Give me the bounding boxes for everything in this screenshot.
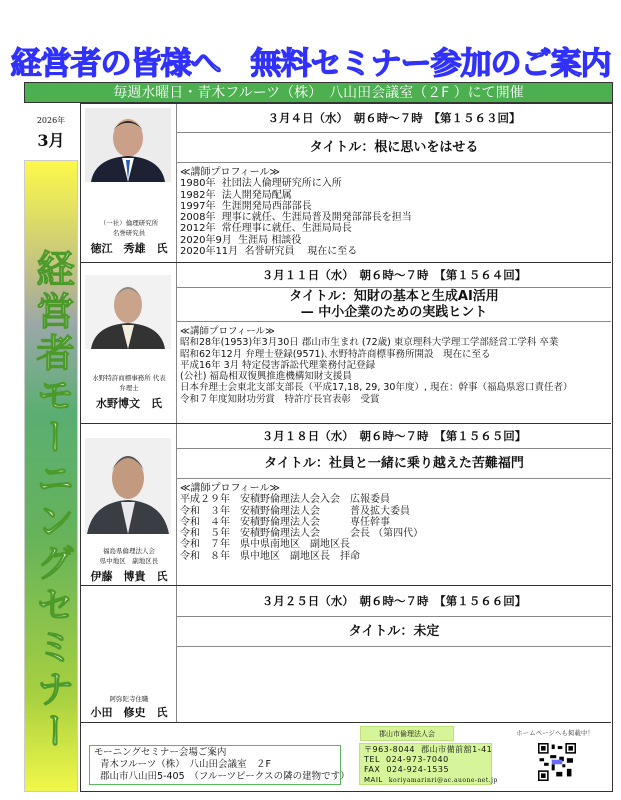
speaker-title: 県中地区 副地区長 (99, 557, 159, 565)
speaker-affiliation: 福島県倫理法人会 (103, 547, 155, 555)
person-icon (85, 108, 171, 182)
speaker-name: 水野博文 氏 (96, 397, 162, 410)
venue-banner: 毎週水曜日・青木フルーツ（株） 八山田会議室（２F ）にて開催 (24, 82, 613, 103)
session-title (177, 133, 611, 163)
title-line: — 中小企業のための実践ヒント (300, 304, 488, 320)
session-title (177, 288, 611, 322)
speaker-affiliation: 水野特許商標事務所 代表 (92, 374, 166, 382)
sidebar-title: 経営者モーニングセミナー (30, 249, 75, 753)
mail-link[interactable]: koriyamarinri@ac.auone-net.jp (388, 777, 498, 784)
qr-code-icon[interactable] (538, 743, 576, 781)
venue-info: モーニングセミナー会場ご案内 青木フルーツ（株） 八山田会議室 ２F 郡山市八山田5-405 （フルーツピークスの隣の建物です） (89, 745, 341, 785)
session-title (177, 617, 611, 647)
speaker-name: 伊藤 博貴 氏 (90, 570, 168, 583)
session-title (177, 449, 611, 479)
contact-address: 〒963-8044 郡山市備前舘1-41 TEL 024-973-7040 FAX 024-924-1535 (364, 745, 493, 774)
session-date: ３月２５日（水） 朝６時～７時 【第１５６６回】 (177, 586, 611, 617)
page-title: 経営者の皆様へ 無料セミナー参加のご案内 (10, 46, 611, 82)
person-icon (85, 438, 171, 534)
session-2 (81, 263, 611, 424)
session-date: ３月４日（水） 朝６時～７時 【第１５６３回】 (177, 104, 611, 133)
speaker-profile: ≪講師プロフィール≫ 昭和28年(1953)年3月30日 郡山市生まれ (72歳) 東京理科大学理工学部経営工学科 卒業 昭和62年12月 弁理士登録(9571)､水野特許商標事務所開設 現在に至る 平成16年 3月 特定侵害訴訟代理業務付記登録 (公社) 福島相双復興推進機構知財支援員 日本弁理士会東北支部支部長（平成17,18, 29, 30年度）, 現在：幹事（福島県窓口責任者） 令和７年度知財功労賞 特許庁長官表彰 受賞 (180, 326, 573, 405)
speaker-name: 徳江 秀雄 氏 (90, 242, 168, 255)
title-line: タイトル：社員と一緒に乗り越えた苦難福門 (264, 455, 524, 471)
speaker-name: 小田 修史 氏 (90, 706, 168, 719)
homepage-note: ホームページへも掲載中！ (516, 729, 594, 737)
speaker-profile: ≪講師プロフィール≫ 平成２９年 安積野倫理法人会入会 広報委員 令和 ３年 安積野倫理法人会 普及拡大委員 令和 ４年 安積野倫理法人会 専任幹事 令和 ５年 安積野倫理法人会 会長 （第四代） 令和 ７年 県中県南地区 副地区長 令和 ８年 県中地区 副地区長 拝命 (180, 483, 424, 562)
month-label: 3月 (37, 131, 65, 150)
mail-label: MAIL (364, 776, 383, 784)
speaker-affiliation: （一社）倫理研究所 (99, 219, 159, 227)
year-label: 2026年 (36, 116, 66, 125)
schedule-table (80, 103, 613, 792)
session-1 (81, 104, 611, 263)
speaker-affiliation: 阿弥陀寺住職 (109, 695, 149, 703)
speaker-photo (85, 275, 171, 349)
sidebar-banner (24, 160, 78, 792)
title-line: タイトル：知財の基本と生成AI活用 (289, 288, 499, 304)
session-date: ３月１１日（水） 朝６時～７時 【第１５６４回】 (177, 263, 611, 288)
speaker-photo (85, 438, 171, 534)
title-line: タイトル：未定 (348, 623, 440, 639)
speaker-photo (85, 108, 171, 182)
person-icon (85, 275, 171, 349)
contact-info (359, 743, 498, 785)
speaker-profile: ≪講師プロフィール≫ 1980年 社団法人倫理研究所に入所 1982年 法人開発局配属 1997年 生涯開発局西部部長 2008年 理事に就任、生涯局普及開発部部長を担当 2012年 常任理事に就任、生涯局局長 2020年9月 生涯局 相談役 2020年11月 名誉研究員 現在に至る (180, 167, 412, 258)
session-4 (81, 586, 611, 723)
speaker-title: 弁理士 (119, 384, 139, 392)
footer (81, 723, 611, 791)
title-line: タイトル：根に思いをはせる (309, 139, 479, 155)
organizer-label: 郡山市倫理法人会 (360, 726, 454, 741)
session-3 (81, 424, 611, 586)
speaker-title: 名誉研究員 (112, 229, 146, 237)
session-date: ３月１８日（水） 朝６時～７時 【第１５６５回】 (177, 424, 611, 449)
